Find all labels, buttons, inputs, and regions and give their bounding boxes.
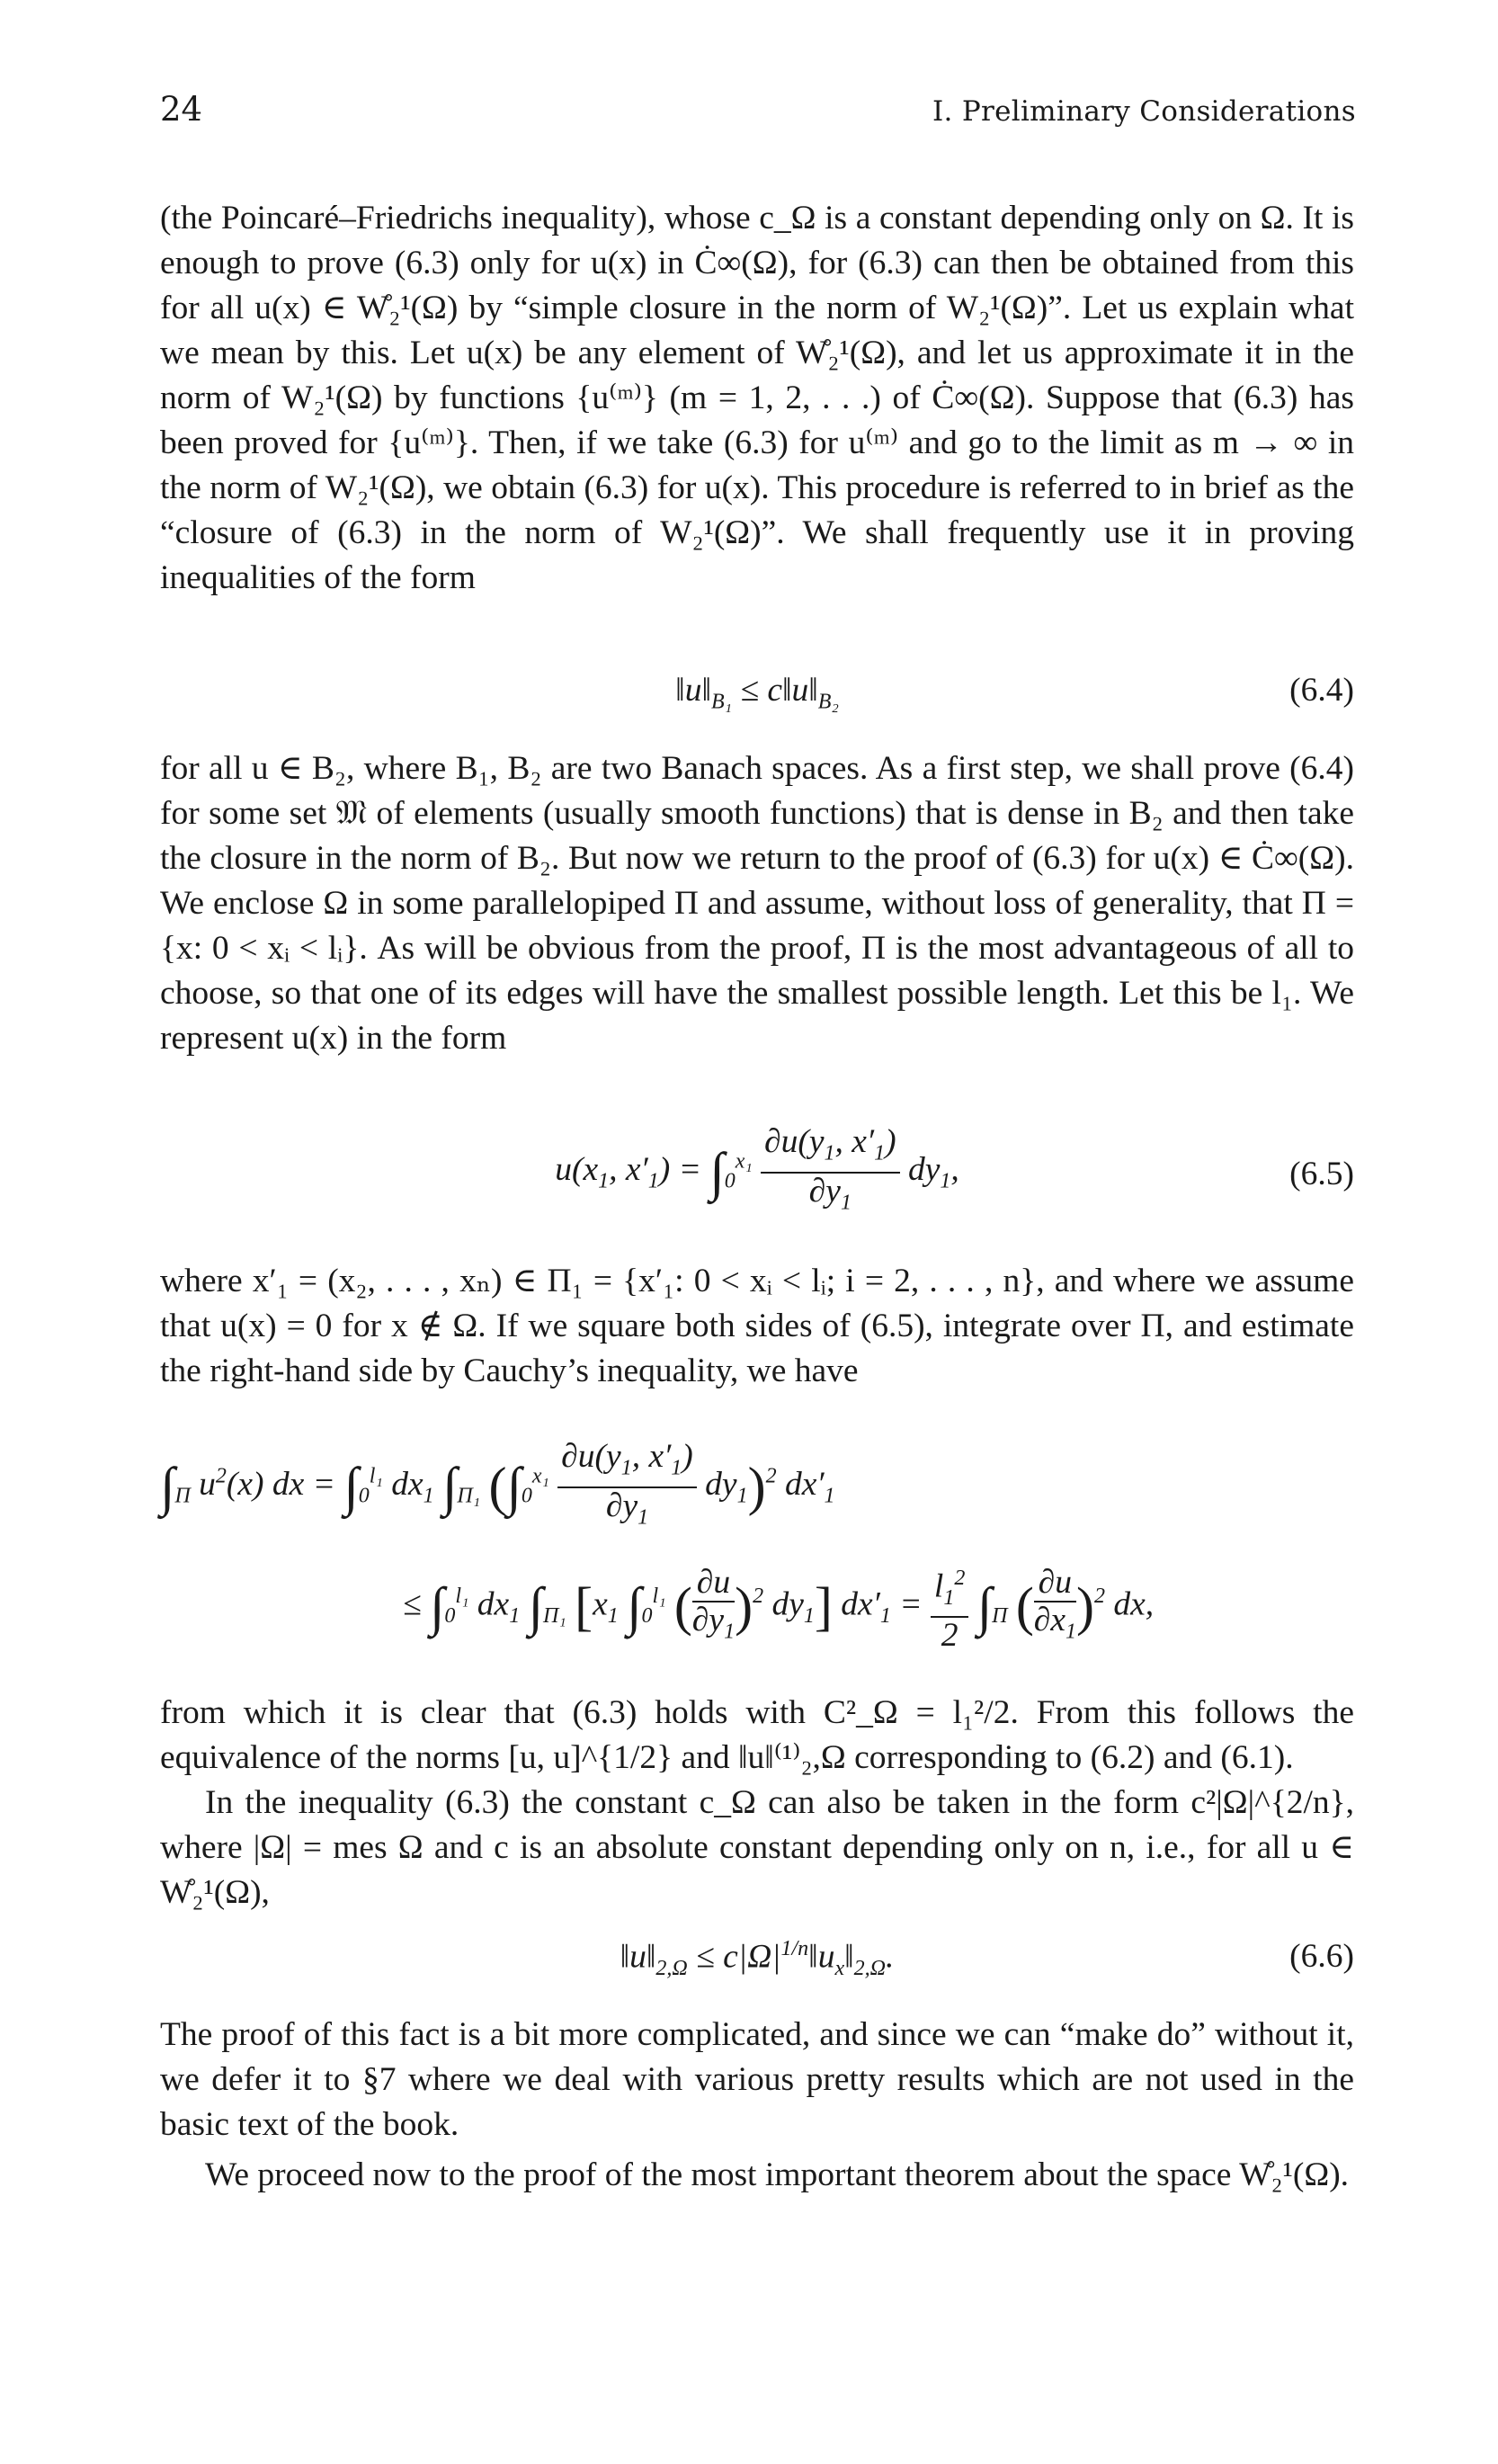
page-number: 24 (160, 90, 203, 129)
equation-6-6-label: (6.6) (1289, 1938, 1354, 1975)
equation-6-4-body: $‖u‖_{B_1}$ ≤ $c‖u‖_{B_2}$ (675, 672, 839, 714)
running-header: I. Preliminary Considerations (932, 95, 1356, 128)
paragraph-2-text: for all u ∈ B₂, where B₁, B₂ are two Banach spaces. As a first step, we shall prove (6.4) for some set 𝔐 of elements (usually smooth functions) that is dense in B₂ and then take the closure in the norm of B₂. But now we return to the proof of (6.3) for u(x) ∈ Ċ∞(Ω). We enclose Ω in some parallelopiped Π and assume, without loss of generality, that Π = {x: 0 < xᵢ < lᵢ}. As will be obvious from the proof, Π is the most advantageous of all to choose, so that one of its edges will have the smallest possible length. Let this be l₁. We represent u(x) in the form (160, 750, 1354, 1057)
paragraph-5-text: In the inequality (6.3) the constant c_Ω can also be taken in the form c²|Ω|^{2/n}, where |Ω| = mes Ω and c is an absolute constant depending only on n, i.e., for all u ∈ W̊₂¹(Ω), (160, 1784, 1354, 1911)
estimate-line-1 (160, 1439, 1354, 1538)
estimate-line-1-body: $\int_\Pi$ $u^2(x)$ dx = $\int_0^{l_1}$ $dx_1$ $\int_{\Pi_1}$ ($\int_0^{x_1}$ $\frac{\partial u(y_1, x'_1)}{\partial y_1}$ $dy_1)^2$ $dx'_1$ (160, 1438, 835, 1529)
paragraph-7 (160, 2153, 1354, 2198)
paragraph-2 (160, 746, 1354, 1061)
paragraph-3 (160, 1259, 1354, 1394)
paragraph-5 (160, 1781, 1354, 1915)
equation-6-4-label: (6.4) (1289, 672, 1354, 709)
paragraph-4 (160, 1691, 1354, 1781)
equation-6-6 (160, 1932, 1354, 1986)
paragraph-6 (160, 2013, 1354, 2147)
equation-6-6-body: $‖u‖_{2,\Omega}$ ≤ $c|\Omega|^{1/n}‖u_x‖_{2,\Omega}$. (620, 1937, 895, 1980)
paragraph-4-text: from which it is clear that (6.3) holds with C²_Ω = l₁²/2. From this follows the equivalence of the norms [u, u]^{1/2} and ‖u‖⁽¹⁾₂,Ω corresponding to (6.2) and (6.1). (160, 1694, 1354, 1776)
paragraph-6-text: The proof of this fact is a bit more complicated, and since we can “make do” without it, we defer it to §7 where we deal with various pretty results which are not used in the basic text of the book. (160, 2016, 1354, 2143)
equation-6-5-body: $u(x_1$, $x'_1) = \int_0^{x_1}$ $\frac{\partial u(y_1, x'_1)}{\partial y_1}$ $dy_1$, (555, 1123, 959, 1214)
equation-6-5 (160, 1124, 1354, 1223)
paragraph-7-text: We proceed now to the proof of the most important theorem about the space W̊₂¹(Ω). (205, 2156, 1350, 2193)
paragraph-1-text: (the Poincaré–Friedrichs inequality), whose c_Ω is a constant depending only on Ω. It is enough to prove (6.3) only for u(x) in Ċ∞(Ω), for (6.3) can then be obtained from this for all u(x) ∈ W̊₂¹(Ω) by “simple closure in the norm of W₂¹(Ω)”. Let us explain what we mean by this. Let u(x) be any element of W̊₂¹(Ω), and let us approximate it in the norm of W₂¹(Ω) by functions {u⁽ᵐ⁾} (m = 1, 2, . . .) of Ċ∞(Ω). Suppose that (6.3) has been proved for {u⁽ᵐ⁾}. Then, if we take (6.3) for u⁽ᵐ⁾ and go to the limit as m → ∞ in the norm of W₂¹(Ω), we obtain (6.3) for u(x). This procedure is referred to in brief as the “closure of (6.3) in the norm of W₂¹(Ω)”. We shall frequently use it in proving inequalities of the form (160, 200, 1354, 596)
estimate-line-2 (160, 1560, 1354, 1659)
equation-6-5-label: (6.5) (1289, 1156, 1354, 1192)
estimate-line-2-body: ≤ $\int_0^{l_1}$ $dx_1$ $\int_{\Pi_1}$ [$x_1$ $\int_0^{l_1}$ ( $\frac{\partial u}{\partial y_1}$ )$^2$ $dy_1$] $dx'_1$ = $\frac{l_1^2}{2}$ $\int_\Pi$ ( $\frac{\partial u}{\partial x_1}$ )$^2$ dx, (403, 1560, 1154, 1654)
paragraph-1 (160, 196, 1354, 601)
equation-6-4 (160, 665, 1354, 719)
paragraph-3-text: where x′₁ = (x₂, . . . , xₙ) ∈ Π₁ = {x′₁: 0 < xᵢ < lᵢ; i = 2, . . . , n}, and where we assume that u(x) = 0 for x ∉ Ω. If we square both sides of (6.5), integrate over Π, and estimate the right-hand side by Cauchy’s inequality, we have (160, 1263, 1354, 1389)
